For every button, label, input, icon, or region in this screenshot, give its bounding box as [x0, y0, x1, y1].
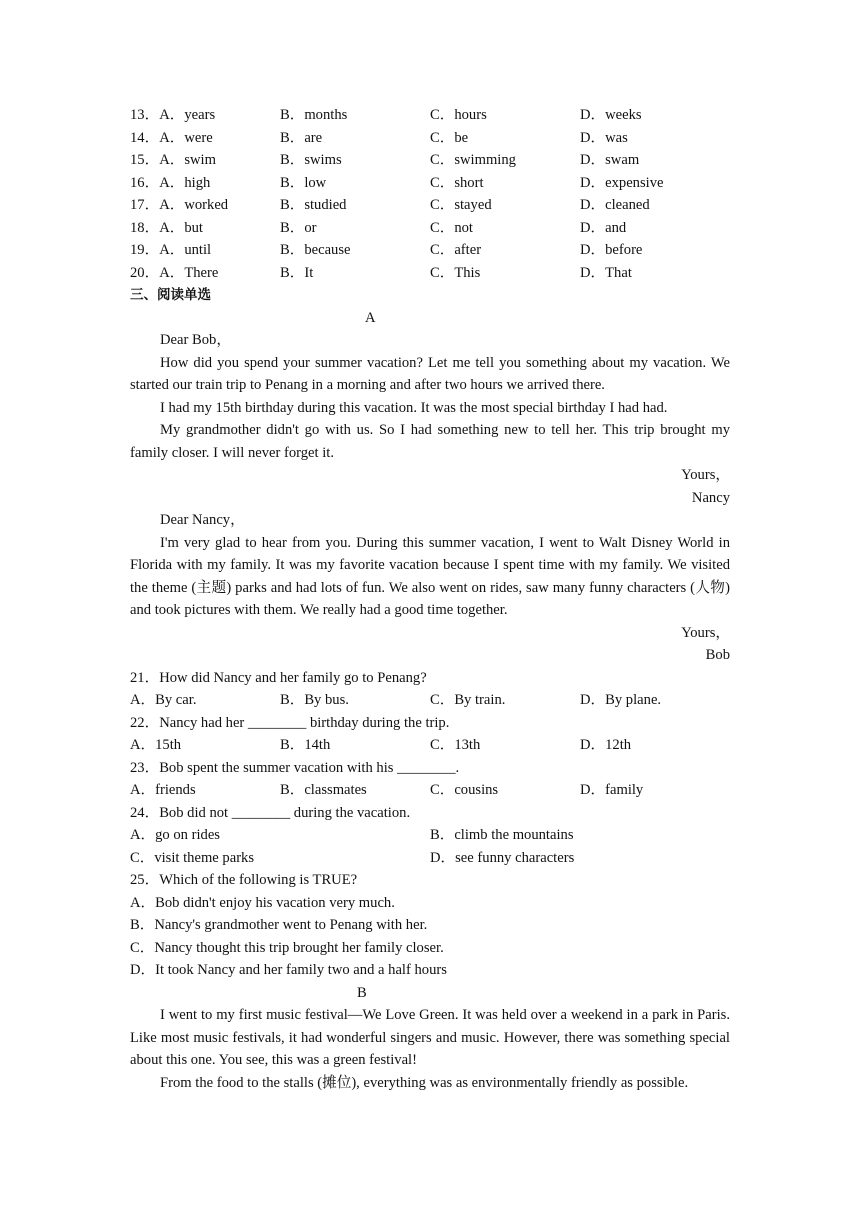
option-a	[130, 149, 280, 172]
question-24-stem: 24．Bob did not ________ during the vacation.	[130, 804, 411, 821]
option-c: C．This	[430, 264, 481, 281]
option-c: C．after	[430, 242, 482, 258]
option-c: C．hours	[430, 107, 487, 123]
question-23-stem: 23．Bob spent the summer vacation with his ________.	[130, 759, 460, 776]
question-number: 14．	[130, 129, 160, 146]
letter1-closing: Yours，	[681, 467, 730, 483]
passage-a-label: A	[365, 309, 376, 326]
letter2-closing: Yours，	[681, 624, 730, 641]
option-b: B．Nancy's grandmother went to Penang with her.	[130, 917, 428, 933]
question-22-options	[130, 734, 730, 757]
option-d: D．12th	[580, 737, 632, 753]
question-number: 17．	[130, 197, 160, 213]
option-b: B．months	[280, 107, 348, 123]
option-d: D．That	[580, 264, 632, 281]
option-a	[130, 104, 280, 127]
section-title: 三、阅读单选	[130, 287, 211, 303]
option-b: B．studied	[280, 197, 347, 213]
question-number: 19．	[130, 242, 160, 258]
option-d: D．cleaned	[580, 197, 650, 213]
question-number: 16．	[130, 174, 160, 191]
option-c: C．Nancy thought this trip brought her family closer.	[130, 939, 444, 956]
question-21-stem: 21．How did Nancy and her family go to Penang?	[130, 669, 427, 686]
cloze-question-row	[130, 149, 730, 172]
option-b: B．climb the mountains	[430, 827, 574, 843]
option-d: D．see funny characters	[430, 849, 575, 866]
question-number: 13．	[130, 107, 160, 123]
option-a: A．friends	[130, 782, 196, 798]
option-a-text: A．high	[159, 174, 211, 191]
option-c: C．not	[430, 219, 473, 236]
question-21-options	[130, 689, 730, 712]
option-a: A．15th	[130, 737, 182, 753]
cloze-question-row	[130, 127, 730, 150]
option-b: B．It	[280, 264, 314, 281]
option-b: B．because	[280, 242, 351, 258]
option-d: D．swam	[580, 152, 640, 168]
option-a-text: A．but	[159, 219, 203, 236]
option-a: A．By car.	[130, 692, 197, 708]
cloze-question-row	[130, 262, 730, 285]
option-c: C．be	[430, 129, 469, 146]
question-24-options-row2	[130, 847, 730, 870]
passage-b-paragraph-2: From the food to the stalls (摊位), everything was as environmentally friendly as possible.	[160, 1074, 689, 1091]
option-a	[130, 127, 280, 150]
letter1-paragraph-2: I had my 15th birthday during this vacation. It was the most special birthday I had had.	[160, 399, 668, 416]
letter1-greeting: Dear Bob，	[160, 332, 231, 348]
question-22-stem: 22．Nancy had her ________ birthday during the trip.	[130, 714, 450, 731]
letter2-signature: Bob	[705, 647, 730, 663]
cloze-question-row	[130, 172, 730, 195]
passage-b-paragraph-1: I went to my first music festival—We Love Green. It was held over a weekend in a park in Paris. Like most music festivals, it had wonderful singers and music. However, there was something special about this one. You see, this was a green festival!	[130, 1007, 730, 1068]
option-a	[130, 172, 280, 195]
option-c: C．By train.	[430, 692, 506, 708]
option-a	[130, 262, 280, 285]
cloze-question-row	[130, 217, 730, 240]
option-a	[130, 194, 280, 217]
option-d: D．By plane.	[580, 692, 662, 708]
letter1-paragraph-1: How did you spend your summer vacation? Let me tell you something about my vacation. We started our train trip to Penang in a morning and after two hours we arrived there.	[130, 354, 730, 393]
option-b: B．classmates	[280, 782, 367, 798]
option-a-text: A．until	[159, 242, 212, 258]
option-c: C．13th	[430, 737, 481, 753]
option-d: D．was	[580, 129, 628, 146]
cloze-question-row	[130, 194, 730, 217]
option-c: C．stayed	[430, 197, 492, 213]
option-b: B．low	[280, 174, 327, 191]
option-a: A．go on rides	[130, 827, 220, 843]
option-c: C．visit theme parks	[130, 849, 255, 866]
option-a	[130, 239, 280, 262]
option-c: C．cousins	[430, 782, 499, 798]
option-d: D．and	[580, 219, 627, 236]
option-a	[130, 217, 280, 240]
option-a: A．Bob didn't enjoy his vacation very much.	[130, 894, 395, 911]
option-d: D．family	[580, 782, 644, 798]
question-number: 15．	[130, 152, 160, 168]
question-number: 20．	[130, 264, 160, 281]
option-a-text: A．There	[159, 264, 219, 281]
letter1-paragraph-3: My grandmother didn't go with us. So I had something new to tell her. This trip brought my family closer. I will never forget it.	[130, 422, 730, 461]
option-b: B．or	[280, 219, 317, 236]
option-c: C．short	[430, 174, 484, 191]
cloze-options	[130, 104, 730, 284]
option-a-text: A．swim	[159, 152, 216, 168]
option-d: D．weeks	[580, 107, 642, 123]
option-d: D．It took Nancy and her family two and a half hours	[130, 962, 447, 978]
option-b: B．14th	[280, 737, 331, 753]
question-number: 18．	[130, 219, 160, 236]
option-a-text: A．worked	[159, 197, 229, 213]
option-b: B．are	[280, 129, 323, 146]
option-a-text: A．years	[159, 107, 216, 123]
letter2-paragraph-1: I'm very glad to hear from you. During this summer vacation, I went to Walt Disney World in Florida with my family. It was my favorite vacation because I spent time with my family. We visited the theme (主题) parks and had lots of fun. We also went on rides, saw many funny characters (人物) and took pictures with them. We really had a good time together.	[130, 534, 730, 618]
question-23-options	[130, 779, 730, 802]
option-a-text: A．were	[159, 129, 213, 146]
letter2-greeting: Dear Nancy，	[160, 512, 245, 528]
passage-b-label: B	[357, 984, 367, 1001]
cloze-question-row	[130, 104, 730, 127]
option-d: D．expensive	[580, 174, 664, 191]
option-d: D．before	[580, 242, 643, 258]
worksheet-page	[130, 104, 730, 1094]
option-b: B．swims	[280, 152, 342, 168]
question-24-options-row1	[130, 824, 730, 847]
option-b: B．By bus.	[280, 692, 349, 708]
option-c: C．swimming	[430, 152, 516, 168]
letter1-signature: Nancy	[691, 489, 730, 506]
question-25-stem: 25．Which of the following is TRUE?	[130, 872, 358, 888]
cloze-question-row	[130, 239, 730, 262]
